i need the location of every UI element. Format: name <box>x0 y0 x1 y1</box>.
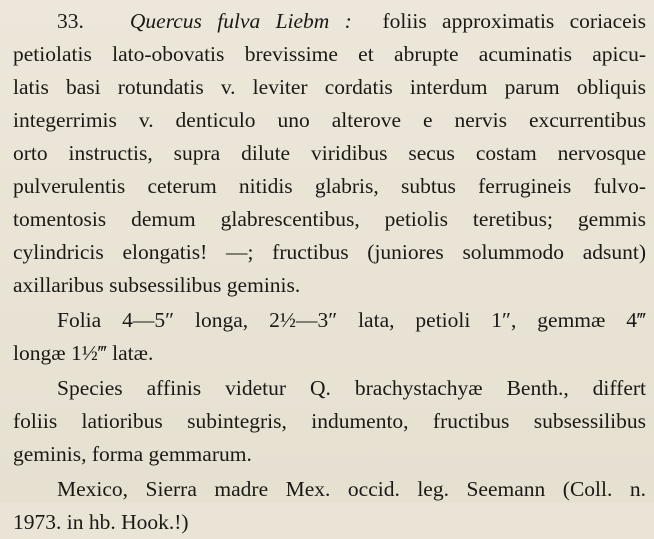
text-line: Mexico, Sierra madre Mex. occid. leg. Seemann (Coll. n. <box>57 477 646 501</box>
text-line: tomentosis demum glabrescentibus, petiolis teretibus; gemmis <box>13 207 646 231</box>
text-line-content: foliis approximatis coriaceis <box>382 9 646 33</box>
text-line: Folia 4—5″ longa, 2½—3″ lata, petioli 1″, gemmæ 4‴ <box>57 308 646 332</box>
text-line: longæ 1½‴ latæ. <box>13 341 154 365</box>
text-line: axillaribus subsessilibus geminis. <box>13 273 301 297</box>
entry-number: 33. <box>57 9 84 33</box>
text-line: petiolatis lato-obovatis brevissime et abrupte acuminatis apicu- <box>13 42 646 66</box>
text-line <box>13 5 646 38</box>
text-line: 1973. in hb. Hook.!) <box>13 510 189 534</box>
text-line: pulverulentis ceterum nitidis glabris, subtus ferrugineis fulvo- <box>13 174 646 198</box>
text-line: cylindricis elongatis! —; fructibus (juniores solummodo adsunt) <box>13 240 646 264</box>
text-line: latis basi rotundatis v. leviter cordatis interdum parum obliquis <box>13 75 646 99</box>
text-line: orto instructis, supra dilute viridibus secus costam nervosque <box>13 141 646 165</box>
text-line: geminis, forma gemmarum. <box>13 442 252 466</box>
text-line: integerrimis v. denticulo uno alterove e nervis excurrentibus <box>13 108 646 132</box>
text-line: Species affinis videtur Q. brachystachyæ Benth., differt <box>57 376 646 400</box>
species-name: Quercus fulva Liebm : <box>129 9 352 33</box>
text-line: foliis latioribus subintegris, indumento, fructibus subsessilibus <box>13 409 646 433</box>
